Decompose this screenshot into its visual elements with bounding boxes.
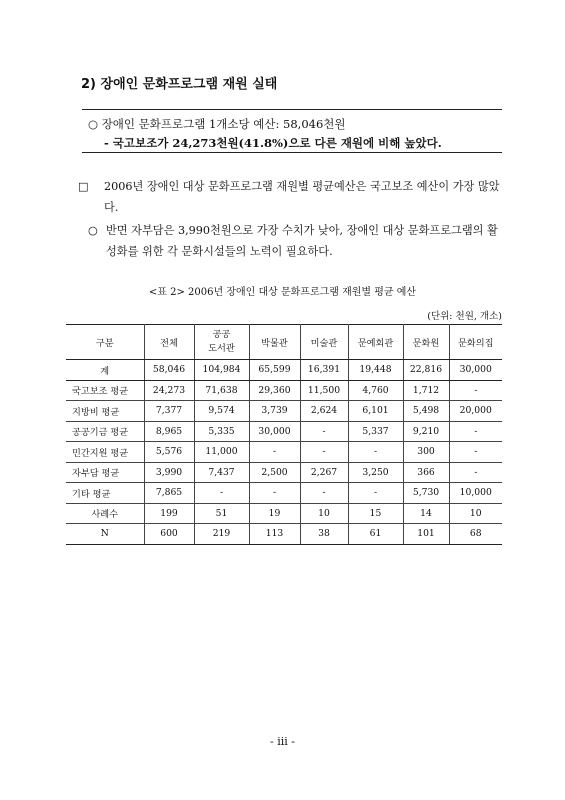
table-cell: - (249, 442, 300, 463)
table-cell: - (449, 442, 502, 463)
table-cell: - (249, 483, 300, 504)
table-cell: 14 (403, 503, 449, 524)
table-cell: 10 (449, 503, 502, 524)
summary-line-1 (88, 116, 346, 132)
table-cell: 2,500 (249, 462, 300, 483)
summary-line-2: - 국고보조가 24,273천원(41.8%)으로 다른 재원에 비해 높았다. (104, 136, 442, 150)
paragraph-2 (78, 220, 508, 262)
paragraph-1 (78, 176, 508, 218)
row-label: 자부담 평균 (66, 462, 144, 483)
table-cell: 3,739 (249, 401, 300, 422)
table-cell: 9,210 (403, 421, 449, 442)
table-cell: 101 (403, 524, 449, 545)
table-cell: 10 (300, 503, 348, 524)
row-label: 계 (66, 360, 144, 381)
summary-line-1-text: 장애인 문화프로그램 1개소당 예산: 58,046천원 (101, 117, 346, 131)
header-cell: 문화원 (403, 325, 449, 360)
table-cell: 61 (348, 524, 403, 545)
table-cell: 20,000 (449, 401, 502, 422)
table-cell: 300 (403, 442, 449, 463)
table-cell: 7,377 (144, 401, 194, 422)
paragraph-2-text: 반면 자부담은 3,990천원으로 가장 수치가 낮아, 장애인 대상 문화프로그램의 활성화를 위한 각 문화시설들의 노력이 필요하다. (106, 224, 498, 258)
paragraph-1-text: 2006년 장애인 대상 문화프로그램 재원별 평균예산은 국고보조 예산이 가장 많았다. (104, 180, 500, 214)
table-cell: 104,984 (194, 360, 249, 381)
table-cell: - (300, 421, 348, 442)
budget-table (66, 324, 502, 545)
summary-box (82, 109, 502, 153)
table-row (66, 401, 502, 422)
table-cell: - (300, 483, 348, 504)
table-cell: 5,335 (194, 421, 249, 442)
table-cell: 199 (144, 503, 194, 524)
table-row (66, 421, 502, 442)
table-row (66, 524, 502, 545)
table-cell: 113 (249, 524, 300, 545)
section-title: 2) 장애인 문화프로그램 재원 실태 (81, 77, 278, 92)
table-cell: 19 (249, 503, 300, 524)
table-cell: 5,498 (403, 401, 449, 422)
square-bullet-icon: □ (78, 180, 89, 193)
table-cell: 24,273 (144, 380, 194, 401)
row-label: 사례수 (66, 503, 144, 524)
table-cell: 38 (300, 524, 348, 545)
table-cell: 3,990 (144, 462, 194, 483)
table-cell: - (449, 421, 502, 442)
table-cell: 65,599 (249, 360, 300, 381)
table-cell: 5,730 (403, 483, 449, 504)
table-row (66, 442, 502, 463)
table-cell: 8,965 (144, 421, 194, 442)
table-cell: 2,267 (300, 462, 348, 483)
table-cell: 16,391 (300, 360, 348, 381)
header-cell: 미술관 (300, 325, 348, 360)
row-label: 민간지원 평균 (66, 442, 144, 463)
table-cell: - (449, 462, 502, 483)
body-paragraphs (78, 176, 508, 262)
table-cell: 11,000 (194, 442, 249, 463)
page-number: - iii - (270, 735, 295, 748)
circle-bullet-icon: ○ (88, 117, 99, 131)
header-cell: 공공 도서관 (194, 325, 249, 360)
table-cell: 19,448 (348, 360, 403, 381)
table-row (66, 380, 502, 401)
table-caption: <표 2> 2006년 장애인 대상 문화프로그램 재원별 평균 예산 (148, 287, 417, 298)
table-cell: 7,865 (144, 483, 194, 504)
table-cell: 15 (348, 503, 403, 524)
row-label: 국고보조 평균 (66, 380, 144, 401)
table-cell: 600 (144, 524, 194, 545)
table-row (66, 360, 502, 381)
header-cell: 전체 (144, 325, 194, 360)
header-cell: 박물관 (249, 325, 300, 360)
table-cell: - (348, 442, 403, 463)
row-label: N (66, 524, 144, 545)
table-cell: 5,576 (144, 442, 194, 463)
table-cell: 58,046 (144, 360, 194, 381)
table-cell: - (300, 442, 348, 463)
table-cell: 2,624 (300, 401, 348, 422)
circle-bullet-icon: ○ (88, 224, 98, 237)
table-cell: 3,250 (348, 462, 403, 483)
table-cell: 7,437 (194, 462, 249, 483)
table-cell: 30,000 (449, 360, 502, 381)
table-row (66, 503, 502, 524)
table-cell: 29,360 (249, 380, 300, 401)
row-label: 공공기금 평균 (66, 421, 144, 442)
table-header-row (66, 325, 502, 360)
header-cell: 문화의집 (449, 325, 502, 360)
table-cell: - (194, 483, 249, 504)
table-cell: 51 (194, 503, 249, 524)
table-cell: 10,000 (449, 483, 502, 504)
table-cell: 366 (403, 462, 449, 483)
table-cell: - (449, 380, 502, 401)
table-cell: 9,574 (194, 401, 249, 422)
row-label: 기타 평균 (66, 483, 144, 504)
table-cell: 11,500 (300, 380, 348, 401)
row-label: 지방비 평균 (66, 401, 144, 422)
table-cell: 4,760 (348, 380, 403, 401)
table-cell: 68 (449, 524, 502, 545)
table-cell: 71,638 (194, 380, 249, 401)
header-cell: 문예회관 (348, 325, 403, 360)
table-cell: 1,712 (403, 380, 449, 401)
header-cell: 구분 (66, 325, 144, 360)
table-cell: 6,101 (348, 401, 403, 422)
table-cell: 22,816 (403, 360, 449, 381)
table-row (66, 483, 502, 504)
table-row (66, 462, 502, 483)
table-cell: 5,337 (348, 421, 403, 442)
unit-note: (단위: 천원, 개소) (427, 311, 502, 322)
table-cell: 219 (194, 524, 249, 545)
table-cell: 30,000 (249, 421, 300, 442)
table-cell: - (348, 483, 403, 504)
